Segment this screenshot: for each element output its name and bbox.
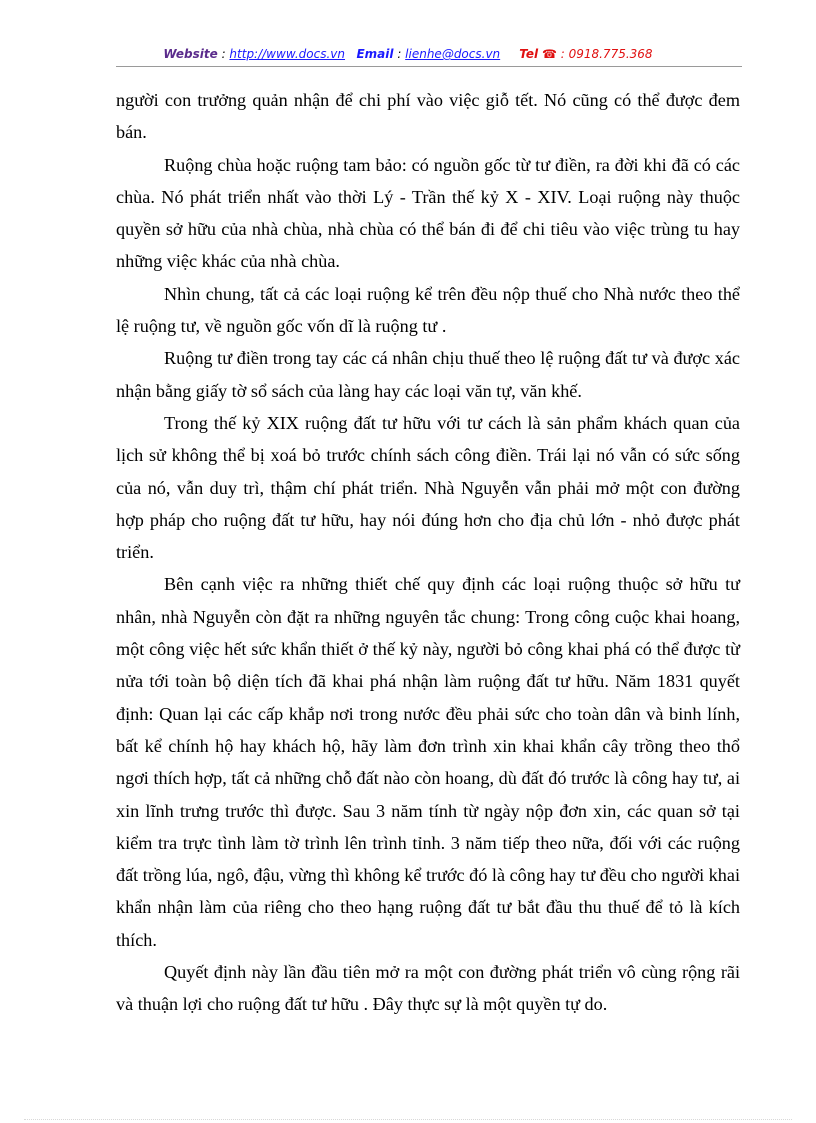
website-separator: : <box>217 47 230 61</box>
email-label: Email <box>356 47 394 61</box>
paragraph-4: Ruộng tư điền trong tay các cá nhân chịu thuế theo lệ ruộng đất tư và được xác nhận bằng giấy tờ sổ sách của làng hay các loại văn tự, văn khế. <box>116 348 740 401</box>
document-body <box>116 84 740 1021</box>
tel-number: 0918.775.368 <box>568 47 653 61</box>
email-link[interactable]: lienhe@docs.vn <box>405 47 501 61</box>
website-label: Website <box>163 47 218 61</box>
website-link[interactable]: http://www.docs.vn <box>229 47 346 61</box>
paragraph-2: Ruộng chùa hoặc ruộng tam bảo: có nguồn gốc từ tư điền, ra đời khi đã có các chùa. Nó phát triển nhất vào thời Lý - Trần thế kỷ X - XIV. Loại ruộng này thuộc quyền sở hữu của nhà chùa, nhà chùa có thể bán đi để chi tiêu vào việc trùng tu hay những việc khác của nhà chùa. <box>116 154 740 272</box>
tel-label: Tel <box>519 47 539 61</box>
email-separator: : <box>393 47 406 61</box>
page-header <box>0 47 816 61</box>
paragraph-3: Nhìn chung, tất cả các loại ruộng kể trên đều nộp thuế cho Nhà nước theo thể lệ ruộng tư, về nguồn gốc vốn dĩ là ruộng tư . <box>116 283 740 337</box>
paragraph-5: Trong thế kỷ XIX ruộng đất tư hữu với tư cách là sản phẩm khách quan của lịch sử không thể bị xoá bỏ trước chính sách công điền. Trái lại nó vẫn có sức sống của nó, vẫn duy trì, thậm chí phát triển. Nhà Nguyễn vẫn phải mở một con đường hợp pháp cho ruộng đất tư hữu, hay nói đúng hơn cho địa chủ lớn - nhỏ được phát triển. <box>116 412 740 563</box>
phone-icon: ☎ <box>541 47 557 61</box>
page-bottom-divider <box>24 1119 792 1120</box>
tel-separator: : <box>556 47 569 61</box>
paragraph-7: Quyết định này lần đầu tiên mở ra một con đường phát triển vô cùng rộng rãi và thuận lợi cho ruộng đất tư hữu . Đây thực sự là một quyền tự do. <box>116 962 740 1015</box>
paragraph-1: người con trưởng quản nhận để chi phí vào việc giỗ tết. Nó cũng có thể được đem bán. <box>116 90 740 143</box>
paragraph-6: Bên cạnh việc ra những thiết chế quy định các loại ruộng thuộc sở hữu tư nhân, nhà Nguyễn còn đặt ra những nguyên tắc chung: Trong công cuộc khai hoang, một công việc hết sức khẩn thiết ở thế kỷ này, người bỏ công khai phá có thể được từ nửa tới toàn bộ diện tích đã khai phá nhận làm ruộng đất tư hữu. Năm 1831 quyết định: Quan lại các cấp khắp nơi trong nước đều phải sức cho toàn dân và binh lính, bất kể chính hộ hay khách hộ, hãy làm đơn trình xin khai khẩn cây trồng theo thổ ngơi thích hợp, tất cả những chỗ đất nào còn hoang, dù đất đó trước là công hay tư, ai xin lĩnh trưng trước thì được. Sau 3 năm tính từ ngày nộp đơn xin, các quan sở tại kiểm tra trực tình làm tờ trình lên trình tỉnh. 3 năm tiếp theo nữa, đối với các ruộng đất trồng lúa, ngô, đậu, vừng thì không kể trước đó là công hay tư đều cho người khai khẩn nhận làm của riêng cho theo hạng ruộng đất tư bắt đầu thu thuế để tỏ là kích thích. <box>116 574 740 950</box>
header-divider <box>116 66 742 67</box>
